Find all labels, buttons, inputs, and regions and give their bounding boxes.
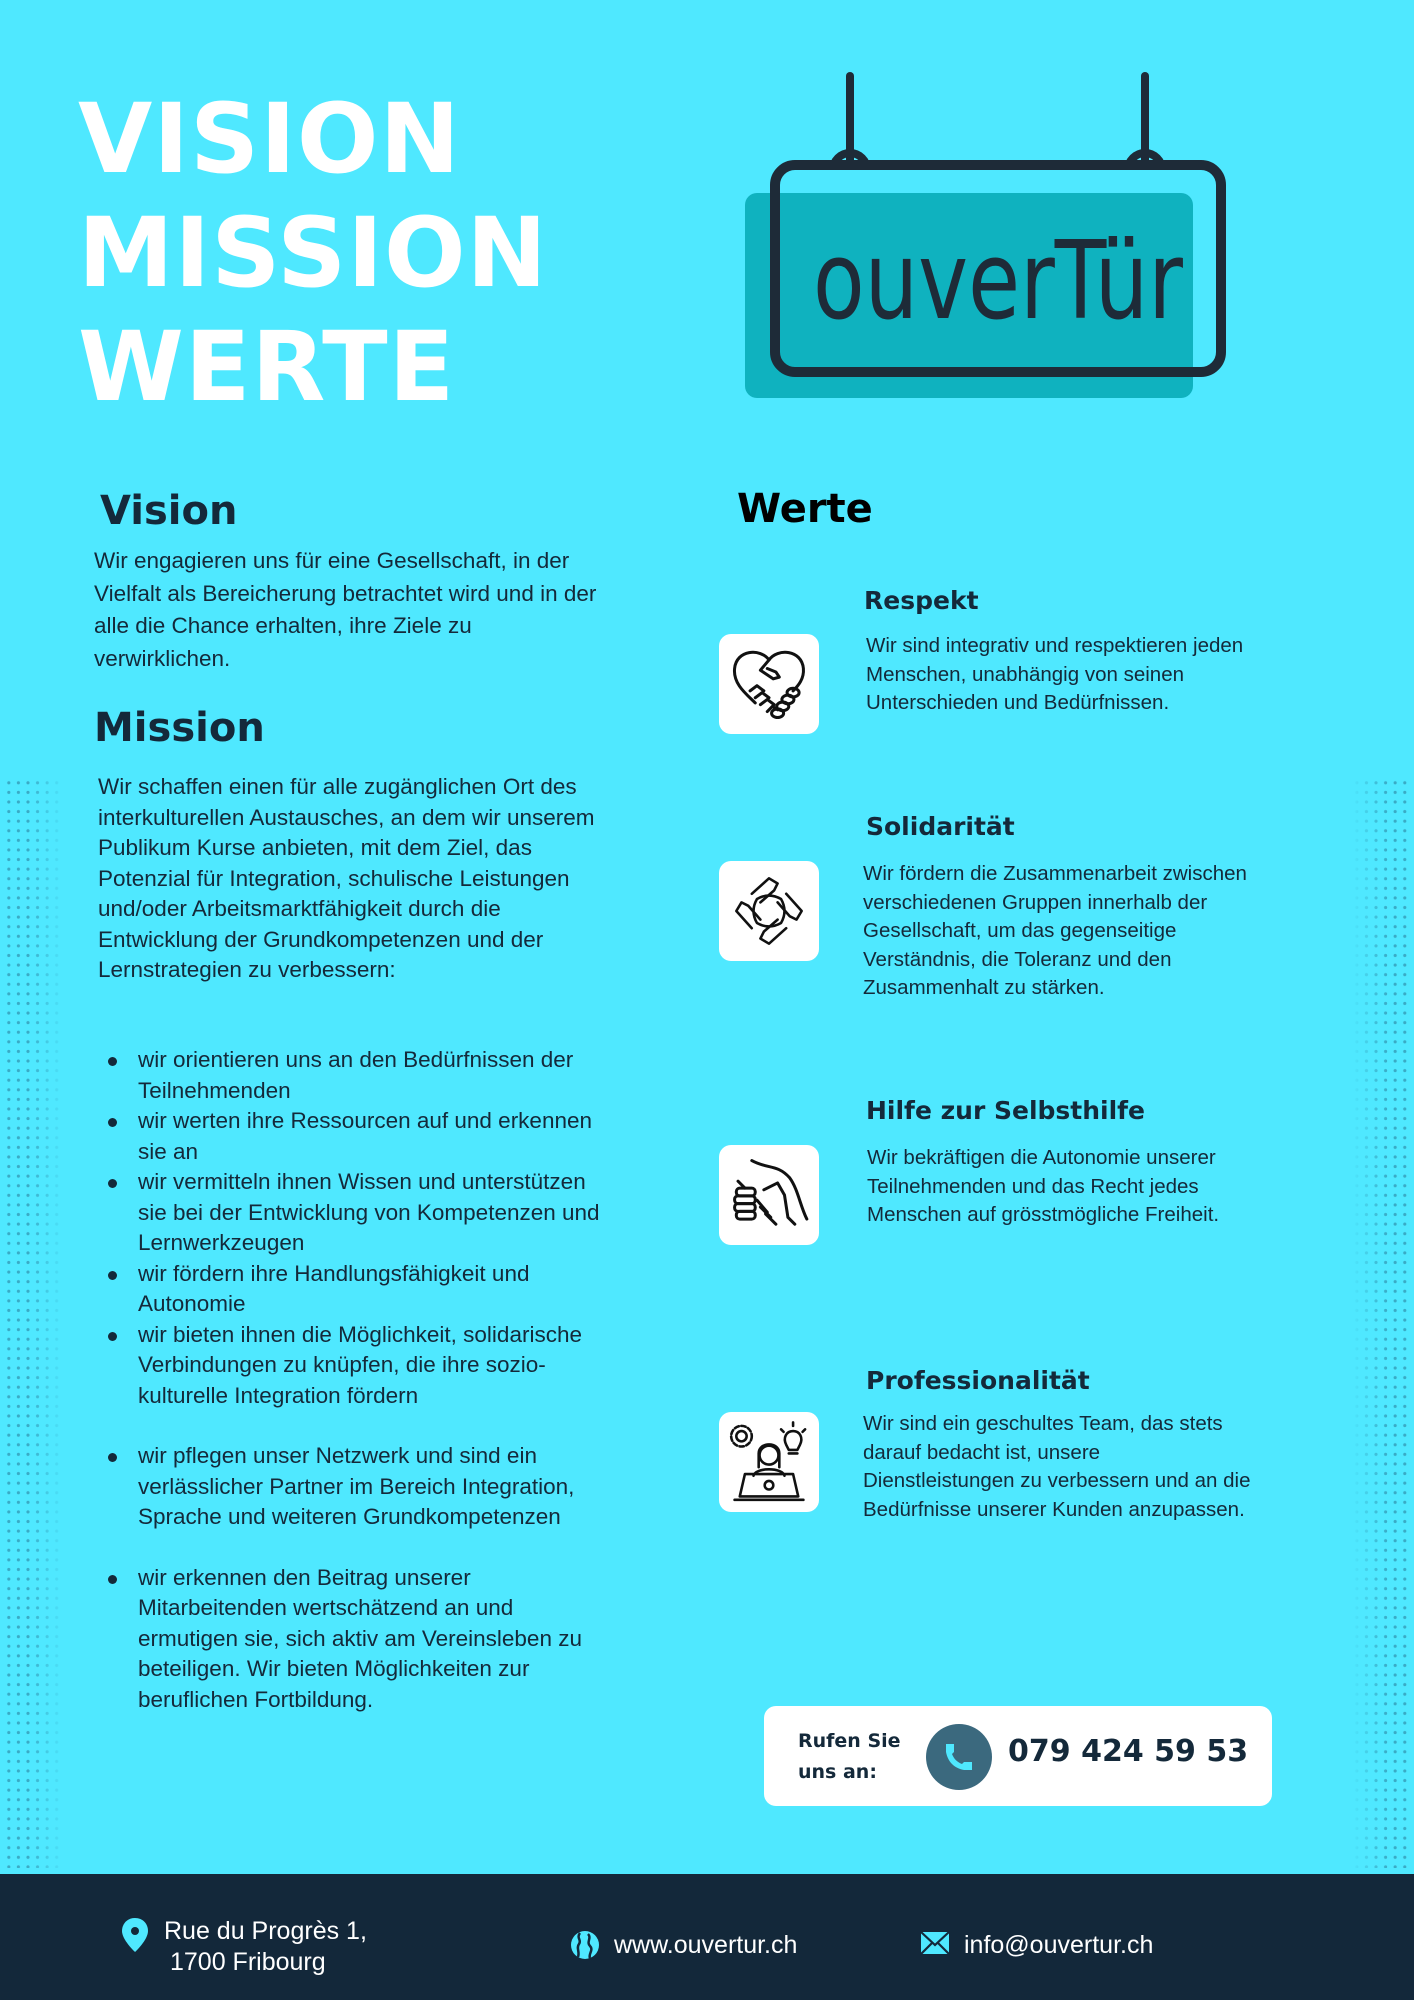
location-pin-icon	[120, 1916, 150, 1954]
footer-email	[920, 1930, 1153, 1961]
dot-pattern-left	[4, 778, 64, 1868]
address-line-1: Rue du Progrès 1,	[164, 1917, 367, 1945]
werte-heading: Werte	[737, 486, 873, 532]
value-title-professionalitaet: Professionalität	[866, 1366, 1090, 1395]
call-us-box	[764, 1706, 1272, 1806]
mission-item: wir fördern ihre Handlungsfähigkeit und Autonomie	[98, 1259, 618, 1320]
value-title-solidaritaet: Solidarität	[866, 812, 1015, 841]
mission-item: wir werten ihre Ressourcen auf und erkennen sie an	[98, 1106, 618, 1167]
email-link[interactable]: info@ouvertur.ch	[964, 1931, 1154, 1959]
vision-text: Wir engagieren uns für eine Gesellschaft, in der Vielfalt als Bereicherung betrachtet wird und in der alle die Chance erhalten, ihre Ziele zu verwirklichen.	[94, 548, 597, 671]
mission-item: wir vermitteln ihnen Wissen und unterstützen sie bei der Entwicklung von Kompetenzen und Lernwerkzeugen	[98, 1167, 618, 1259]
mission-item: wir orientieren uns an den Bedürfnissen der Teilnehmenden	[98, 1045, 618, 1106]
title-line-vision: VISION	[78, 83, 461, 195]
heart-handshake-icon	[719, 634, 819, 734]
dot-pattern-right	[1352, 778, 1412, 1868]
mission-heading: Mission	[94, 705, 265, 751]
value-text-professionalitaet: Wir sind ein geschultes Team, das stets darauf bedacht ist, unsere Dienstleistungen zu verbessern und an die Bedürfnisse unserer Kunden anzupassen.	[863, 1412, 1251, 1521]
value-text-respekt: Wir sind integrativ und respektieren jeden Menschen, unabhängig von seinen Unterschieden und Bedürfnissen.	[866, 634, 1244, 714]
helping-hand-icon	[719, 1145, 819, 1245]
logo-text: ouverTür	[813, 219, 1184, 344]
mission-item: wir erkennen den Beitrag unserer Mitarbeitenden wertschätzend an und ermutigen sie, sich aktiv am Vereinsleben zu beteiligen. Wir bieten Möglichkeiten zur beruflichen Fortbildung.	[98, 1563, 618, 1716]
mission-list	[98, 1045, 618, 1715]
footer-website	[570, 1930, 797, 1961]
value-title-hilfe: Hilfe zur Selbsthilfe	[866, 1096, 1146, 1125]
title-line-mission: MISSION	[78, 197, 548, 309]
website-link[interactable]: www.ouvertur.ch	[614, 1931, 798, 1959]
globe-icon	[570, 1930, 600, 1960]
page-title	[78, 82, 548, 424]
ouvertur-logo	[740, 70, 1230, 400]
footer-address	[120, 1916, 367, 1978]
value-text-hilfe: Wir bekräftigen die Autonomie unserer Teilnehmenden und das Recht jedes Menschen auf grösstmögliche Freiheit.	[867, 1146, 1220, 1226]
address-line-2: 1700 Fribourg	[170, 1948, 326, 1976]
phone-icon[interactable]	[926, 1724, 992, 1790]
professional-laptop-icon	[719, 1412, 819, 1512]
value-text-solidaritaet: Wir fördern die Zusammenarbeit zwischen verschiedenen Gruppen innerhalb der Gesellschaft, um das gegenseitige Verständnis, die Toleranz und den Zusammenhalt zu stärken.	[863, 862, 1247, 999]
mission-item: wir bieten ihnen die Möglichkeit, solidarische Verbindungen zu knüpfen, die ihre sozio-kulturelle Integration fördern	[98, 1320, 618, 1412]
phone-number-link[interactable]: 079 424 59 53	[1008, 1734, 1249, 1769]
envelope-icon	[920, 1930, 950, 1956]
vision-heading: Vision	[100, 488, 238, 534]
footer	[0, 1874, 1414, 2000]
call-label: Rufen Sie uns an:	[798, 1730, 901, 1783]
mission-item: wir pflegen unser Netzwerk und sind ein verlässlicher Partner im Bereich Integration, Sprache und weiteren Grundkompetenzen	[98, 1441, 618, 1533]
value-title-respekt: Respekt	[864, 586, 979, 615]
linked-hands-icon	[719, 861, 819, 961]
mission-text: Wir schaffen einen für alle zugänglichen Ort des interkulturellen Austausches, an dem wir unserem Publikum Kurse anbieten, mit dem Ziel, das Potenzial für Integration, schulische Leistungen und/oder Arbeitsmarktfähigkeit durch die Entwicklung der Grundkompetenzen und der Lernstrategien zu verbessern:	[98, 774, 595, 982]
title-line-werte: WERTE	[78, 311, 456, 423]
